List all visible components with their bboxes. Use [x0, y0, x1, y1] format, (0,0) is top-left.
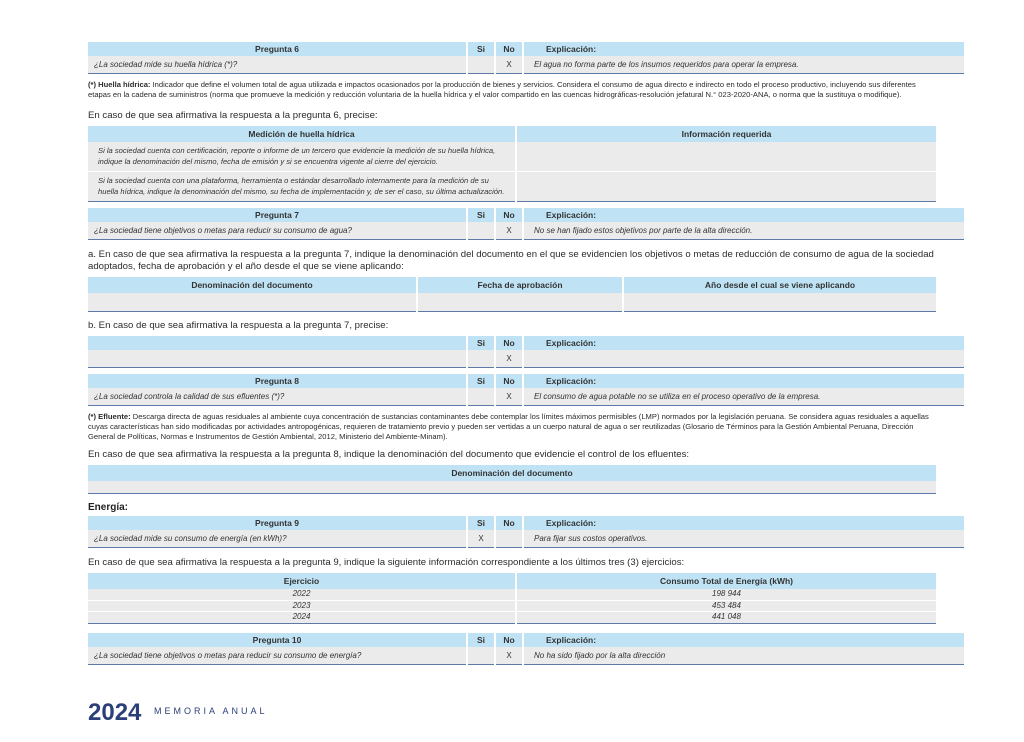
- explanation-header: Explicación:: [523, 633, 964, 647]
- question-9-si: X: [467, 530, 495, 548]
- question-8-explanation: El consumo de agua potable no se utiliza en el proceso operativo de la empresa.: [523, 388, 964, 406]
- explanation-header: Explicación:: [523, 336, 964, 350]
- approval-date-col-header: Fecha de aprobación: [417, 277, 623, 293]
- ejercicio-col-header: Ejercicio: [88, 573, 516, 589]
- note-term: (*) Huella hídrica:: [88, 80, 151, 89]
- year-applied-cell: [623, 293, 936, 312]
- explanation-header: Explicación:: [523, 208, 964, 222]
- question-6-explanation: El agua no forma parte de los insumos requeridos para operar la empresa.: [523, 56, 964, 74]
- question-6-no: X: [495, 56, 523, 74]
- explanation-header: Explicación:: [523, 374, 964, 388]
- paragraph-q9: En caso de que sea afirmativa la respuesta a la pregunta 9, indique la siguiente información correspondiente a los últimos tres (3) ejercicios:: [88, 557, 685, 568]
- question-8-si: [467, 388, 495, 406]
- question-6-table: [88, 42, 964, 74]
- question-7b-header: [88, 336, 467, 350]
- si-header: Si: [467, 516, 495, 530]
- question-7b-si: [467, 350, 495, 368]
- table-row: [88, 612, 936, 624]
- question-7-text: ¿La sociedad tiene objetivos o metas para reducir su consumo de agua?: [88, 222, 467, 240]
- table-row: [88, 600, 936, 612]
- year-applied-col-header: Año desde el cual se viene aplicando: [623, 277, 936, 293]
- huella-row-2-text: Si la sociedad cuenta con una plataforma, herramienta o estándar desarrollado internamente para la medición de su huella hídrica, indique la denominación del mismo, su fecha de implementación y, de ser el caso, su última actualización.: [88, 172, 516, 202]
- consumption-cell: 198 944: [516, 589, 936, 600]
- paragraph-q7a: a. En caso de que sea afirmativa la respuesta a la pregunta 7, indique la denominación del documento en el que se evidencien los objetivos o metas de reducción de consumo de agua de la sociedad adoptados, fecha de aprobación y el año desde el que se viene aplicando:: [88, 249, 934, 272]
- question-9-table: [88, 516, 964, 548]
- year-cell: 2024: [88, 612, 516, 624]
- document-page: [88, 42, 936, 665]
- question-9-explanation: Para fijar sus costos operativos.: [523, 530, 964, 548]
- question-10-table: [88, 633, 964, 665]
- note-text: Indicador que define el volumen total de agua utilizada e impactos ocasionados por la producción de bienes y servicios. Considera el consumo de agua directo e indirecto en todo el proceso productivo, incluyendo sus diferentes etapas en la cadena de suministros (norma que promueve la medición y reducción voluntaria de la huella hídrica y el valor compartido en las cuencas hidrográficas-resolución jefatural N.° 023-2020-ANA, o norma que la sustituya o modifique).: [88, 80, 916, 99]
- question-7-si: [467, 222, 495, 240]
- year-cell: 2022: [88, 589, 516, 600]
- question-7b-text: [88, 350, 467, 368]
- explanation-header: Explicación:: [523, 516, 964, 530]
- energy-consumption-table: [88, 573, 936, 624]
- page-footer: [88, 699, 268, 723]
- huella-hidrica-table: [88, 126, 936, 202]
- consumo-col-header: Consumo Total de Energía (kWh): [516, 573, 936, 589]
- no-header: No: [495, 633, 523, 647]
- paragraph-q8: En caso de que sea afirmativa la respuesta a la pregunta 8, indique la denominación del documento que evidencie el control de los efluentes:: [88, 449, 690, 460]
- si-header: Si: [467, 42, 495, 56]
- consumption-cell: 453 484: [516, 600, 936, 612]
- paragraph-q6: En caso de que sea afirmativa la respuesta a la pregunta 6, precise:: [88, 110, 378, 121]
- no-header: No: [495, 42, 523, 56]
- document-table: [88, 277, 936, 312]
- huella-row-1-text: Si la sociedad cuenta con certificación, reporte o informe de un tercero que evidencie la medición de su huella hídrica, indique la denominación del mismo, fecha de emisión y si se encuentra vigente al cierre del ejercicio.: [88, 142, 516, 172]
- question-10-text: ¿La sociedad tiene objetivos o metas para reducir su consumo de energía?: [88, 647, 467, 665]
- question-6-header: Pregunta 6: [88, 42, 467, 56]
- question-8-table: [88, 374, 964, 406]
- question-7b-explanation: [523, 350, 964, 368]
- huella-row-2-info: [516, 172, 936, 202]
- question-7b-no: X: [495, 350, 523, 368]
- footer-label: MEMORIA ANUAL: [154, 706, 268, 716]
- huella-col-header: Medición de huella hídrica: [88, 126, 516, 142]
- si-header: Si: [467, 633, 495, 647]
- si-header: Si: [467, 336, 495, 350]
- si-header: Si: [467, 208, 495, 222]
- consumption-cell: 441 048: [516, 612, 936, 624]
- question-8-text: ¿La sociedad controla la calidad de sus efluentes (*)?: [88, 388, 467, 406]
- note-term: (*) Efluente:: [88, 412, 131, 421]
- question-9-no: [495, 530, 523, 548]
- question-9-header: Pregunta 9: [88, 516, 467, 530]
- question-8-no: X: [495, 388, 523, 406]
- question-10-si: [467, 647, 495, 665]
- explanation-header: Explicación:: [523, 42, 964, 56]
- year-logo-icon: [88, 699, 146, 723]
- si-header: Si: [467, 374, 495, 388]
- question-7-no: X: [495, 222, 523, 240]
- note-text: Descarga directa de aguas residuales al ambiente cuya concentración de sustancias contaminantes debe contemplar los límites máximos permisibles (LMP) normados por la legislación peruana. Se considera aguas residuales a aquellas cuyas características han sido modificadas por actividades antropogénicas, requieren de tratamiento previo y pueden ser vertidas a un cuerpo natural de agua o ser reutilizadas (Glosario de Términos para la Gestión Ambiental Peruana, Dirección General de Políticas, Normas e Instrumentos de Gestión Ambiental, 2012, Ministerio del Ambiente-Minam).: [88, 412, 929, 441]
- no-header: No: [495, 516, 523, 530]
- note-huella-hidrica: [88, 80, 936, 100]
- question-7-explanation: No se han fijado estos objetivos por parte de la alta dirección.: [523, 222, 964, 240]
- doc-name-col-header: Denominación del documento: [88, 277, 417, 293]
- info-col-header: Información requerida: [516, 126, 936, 142]
- efluente-table: [88, 465, 936, 494]
- no-header: No: [495, 336, 523, 350]
- table-row: [88, 589, 936, 600]
- question-10-no: X: [495, 647, 523, 665]
- year-cell: 2023: [88, 600, 516, 612]
- question-7b-table: [88, 336, 964, 368]
- note-efluente: [88, 412, 936, 442]
- efluente-doc-col-header: Denominación del documento: [88, 465, 936, 481]
- paragraph-q7b: b. En caso de que sea afirmativa la respuesta a la pregunta 7, precise:: [88, 320, 389, 331]
- question-10-explanation: No ha sido fijado por la alta dirección: [523, 647, 964, 665]
- no-header: No: [495, 208, 523, 222]
- huella-row-1-info: [516, 142, 936, 172]
- question-7-table: [88, 208, 964, 240]
- question-6-text: ¿La sociedad mide su huella hídrica (*)?: [88, 56, 467, 74]
- efluente-doc-cell: [88, 481, 936, 494]
- approval-date-cell: [417, 293, 623, 312]
- no-header: No: [495, 374, 523, 388]
- year-logo-text: 2024: [88, 699, 142, 723]
- question-9-text: ¿La sociedad mide su consumo de energía (en kWh)?: [88, 530, 467, 548]
- energy-section-title: Energía:: [88, 502, 129, 513]
- question-10-header: Pregunta 10: [88, 633, 467, 647]
- question-6-si: [467, 56, 495, 74]
- doc-name-cell: [88, 293, 417, 312]
- question-7-header: Pregunta 7: [88, 208, 467, 222]
- question-8-header: Pregunta 8: [88, 374, 467, 388]
